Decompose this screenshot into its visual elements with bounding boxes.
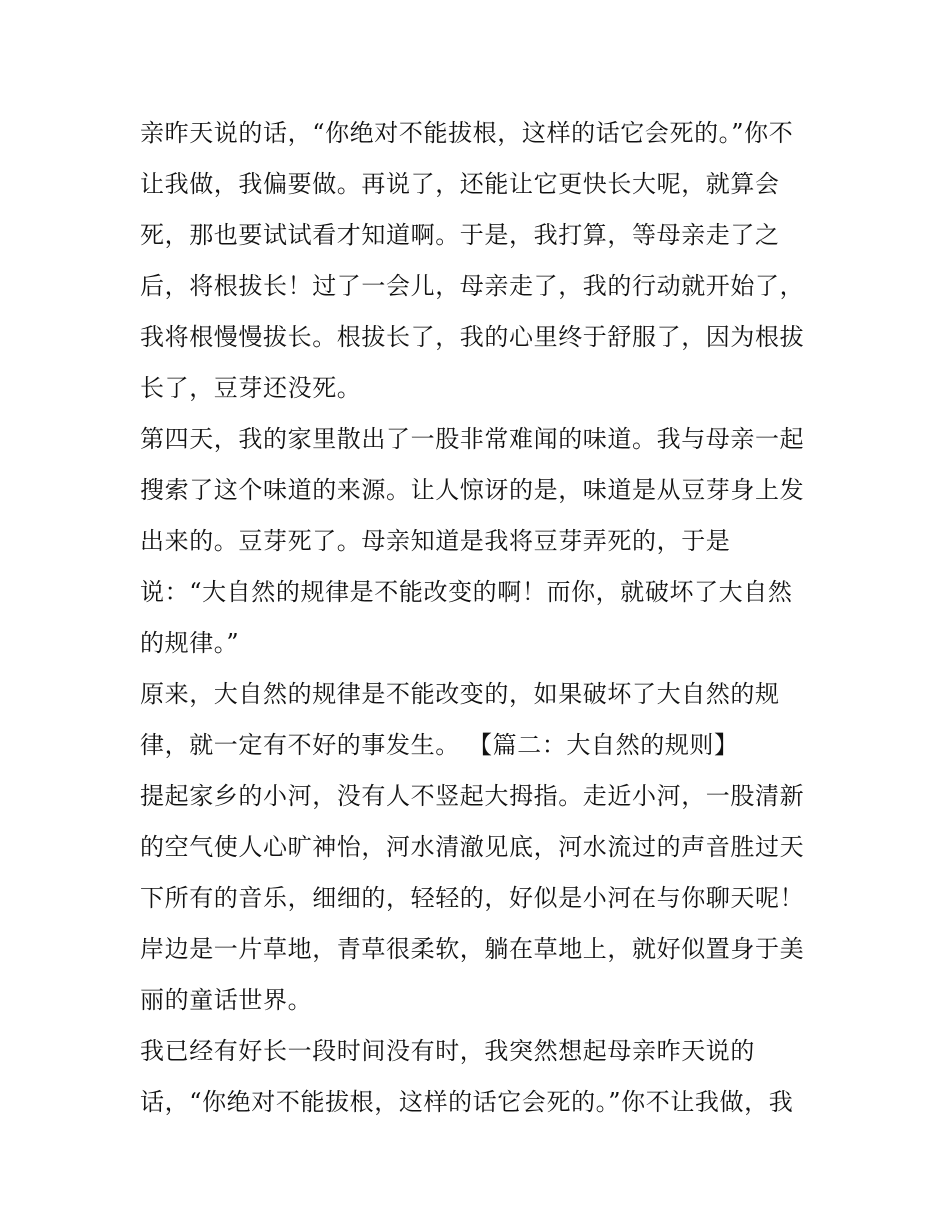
text-line: 后，将根拔长！过了一会儿，母亲走了，我的行动就开始了， — [140, 272, 805, 300]
text-line: 的空气使人心旷神怡，河水清澈见底，河水流过的声音胜过天 — [140, 833, 805, 861]
text-line: 丽的童话世界。 — [140, 986, 313, 1014]
text-line: 说：“大自然的规律是不能改变的啊！而你，就破坏了大自然 — [140, 578, 793, 606]
text-line: 搜索了这个味道的来源。让人惊讶的是，味道是从豆芽身上发 — [140, 476, 805, 504]
text-line: 长了，豆芽还没死。 — [140, 374, 362, 402]
document-body — [140, 108, 830, 1128]
text-line: 律，就一定有不好的事发生。 【篇二：大自然的规则】 — [140, 731, 739, 759]
text-line: 亲昨天说的话，“你绝对不能拔根，这样的话它会死的。”你不 — [140, 119, 794, 147]
text-line: 让我做，我偏要做。再说了，还能让它更快长大呢，就算会 — [140, 170, 780, 198]
text-line: 我已经有好长一段时间没有时，我突然想起母亲昨天说的 — [140, 1037, 755, 1065]
text-line: 岸边是一片草地，青草很柔软，躺在草地上，就好似置身于美 — [140, 935, 805, 963]
text-line: 原来，大自然的规律是不能改变的，如果破坏了大自然的规 — [140, 680, 780, 708]
text-line: 话，“你绝对不能拔根，这样的话它会死的。”你不让我做，我 — [140, 1088, 794, 1116]
text-line: 的规律。” — [140, 629, 240, 657]
text-line: 提起家乡的小河，没有人不竖起大拇指。走近小河，一股清新 — [140, 782, 805, 810]
text-line: 出来的。豆芽死了。母亲知道是我将豆芽弄死的，于是 — [140, 527, 731, 555]
text-line: 第四天，我的家里散出了一股非常难闻的味道。我与母亲一起 — [140, 425, 805, 453]
text-line: 死，那也要试试看才知道啊。于是，我打算，等母亲走了之 — [140, 221, 780, 249]
text-line: 我将根慢慢拔长。根拔长了，我的心里终于舒服了，因为根拔 — [140, 323, 805, 351]
text-line: 下所有的音乐，细细的，轻轻的，好似是小河在与你聊天呢！ — [140, 884, 805, 912]
